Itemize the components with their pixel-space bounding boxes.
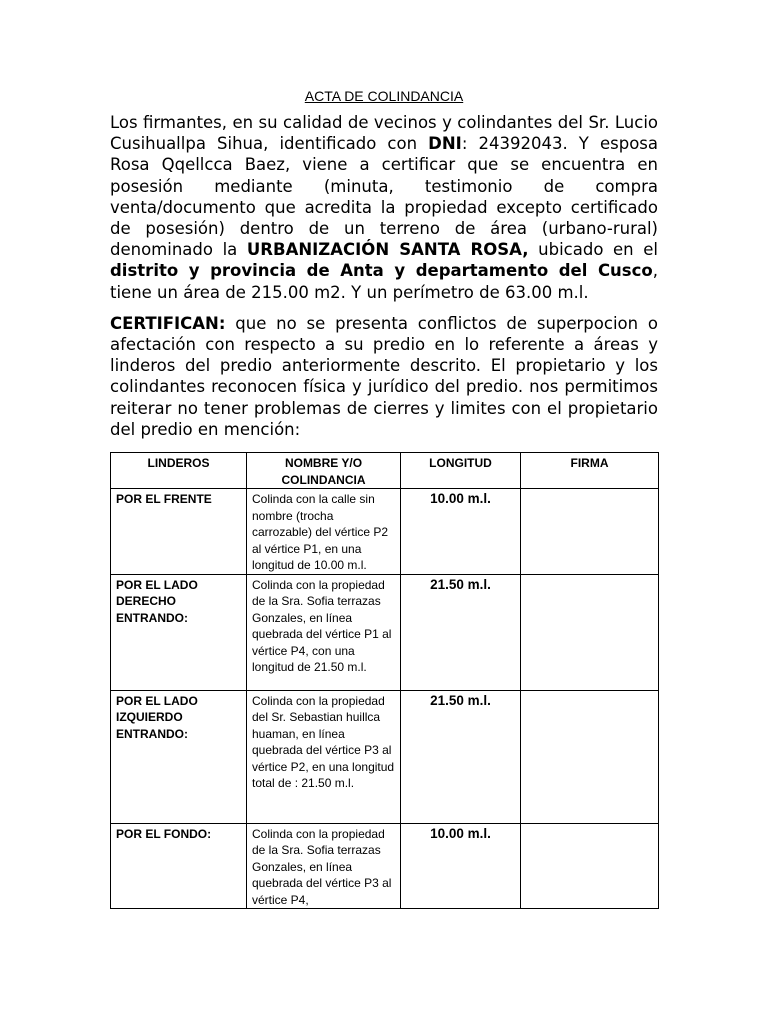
- table-row: [111, 574, 659, 690]
- intro-text-2: : 24392043. Y esposa Rosa Qqellcca Baez, viene a certificar que se encuentra en posesión mediante (minuta, testimonio de compra venta/documento que acredita la propiedad excepto certificado de posesión) dentro de un terreno de área (urbano-rural) denominado la: [110, 134, 658, 260]
- document-title: ACTA DE COLINDANCIA: [304, 88, 464, 104]
- table-row: [111, 823, 659, 909]
- cell-colindancia: Colinda con la propiedad de la Sra. Sofia terrazas Gonzales, en línea quebrada del vértice P1 al vértice P4, con una longitud de 21.50 m.l.: [247, 574, 401, 690]
- certifican-label: CERTIFICAN:: [110, 313, 226, 333]
- header-longitud: LONGITUD: [401, 453, 521, 489]
- table-row: [111, 489, 659, 575]
- cell-lindero: POR EL LADO IZQUIERDO ENTRANDO:: [111, 690, 247, 823]
- linderos-table: [110, 452, 659, 909]
- intro-text-1: Los firmantes, en su calidad de vecinos y colindantes del Sr. Lucio Cusihuallpa Sihua, identificado con: [110, 113, 658, 154]
- cell-longitud: 21.50 m.l.: [401, 574, 521, 690]
- table-row: [111, 690, 659, 823]
- certifican-text: que no se presenta conflictos de superpocion o afectación con respecto a su predio en lo referente a áreas y linderos del predio anteriormente descrito. El propietario y los colindantes reconocen física y jurídico del predio. nos permitimos reiterar no tener problemas de cierres y limites con el propietario del predio en mención:: [110, 313, 658, 439]
- intro-text-4: , tiene un área de 215.00 m2. Y un perímetro de 63.00 m.l.: [110, 261, 658, 302]
- intro-bold-distrito: distrito y provincia de Anta y departamento del Cusco: [110, 261, 653, 281]
- certifican-paragraph: [110, 313, 658, 440]
- cell-lindero: POR EL FONDO:: [111, 823, 247, 909]
- cell-firma: [521, 690, 659, 823]
- cell-lindero: POR EL LADO DERECHO ENTRANDO:: [111, 574, 247, 690]
- header-firma: FIRMA: [521, 453, 659, 489]
- cell-longitud: 10.00 m.l.: [401, 489, 521, 575]
- cell-longitud: 21.50 m.l.: [401, 690, 521, 823]
- cell-longitud: 10.00 m.l.: [401, 823, 521, 909]
- cell-lindero: POR EL FRENTE: [111, 489, 247, 575]
- cell-firma: [521, 489, 659, 575]
- intro-bold-dni: DNI: [428, 134, 462, 154]
- cell-colindancia: Colinda con la propiedad del Sr. Sebastian huillca huaman, en línea quebrada del vértice P3 al vértice P2, en una longitud total de : 21.50 m.l.: [247, 690, 401, 823]
- cell-firma: [521, 574, 659, 690]
- cell-colindancia: Colinda con la propiedad de la Sra. Sofia terrazas Gonzales, en línea quebrada del vértice P3 al vértice P4,: [247, 823, 401, 909]
- header-nombre-colindancia: NOMBRE Y/O COLINDANCIA: [247, 453, 401, 489]
- table-header-row: [111, 453, 659, 489]
- intro-paragraph: [110, 112, 658, 303]
- document-page: [110, 86, 658, 909]
- header-linderos: LINDEROS: [111, 453, 247, 489]
- intro-text-3: ubicado en el: [528, 240, 658, 260]
- intro-bold-urbanizacion: URBANIZACIÓN SANTA ROSA,: [246, 240, 529, 260]
- cell-firma: [521, 823, 659, 909]
- cell-colindancia: Colinda con la calle sin nombre (trocha carrozable) del vértice P2 al vértice P1, en una longitud de 10.00 m.l.: [247, 489, 401, 575]
